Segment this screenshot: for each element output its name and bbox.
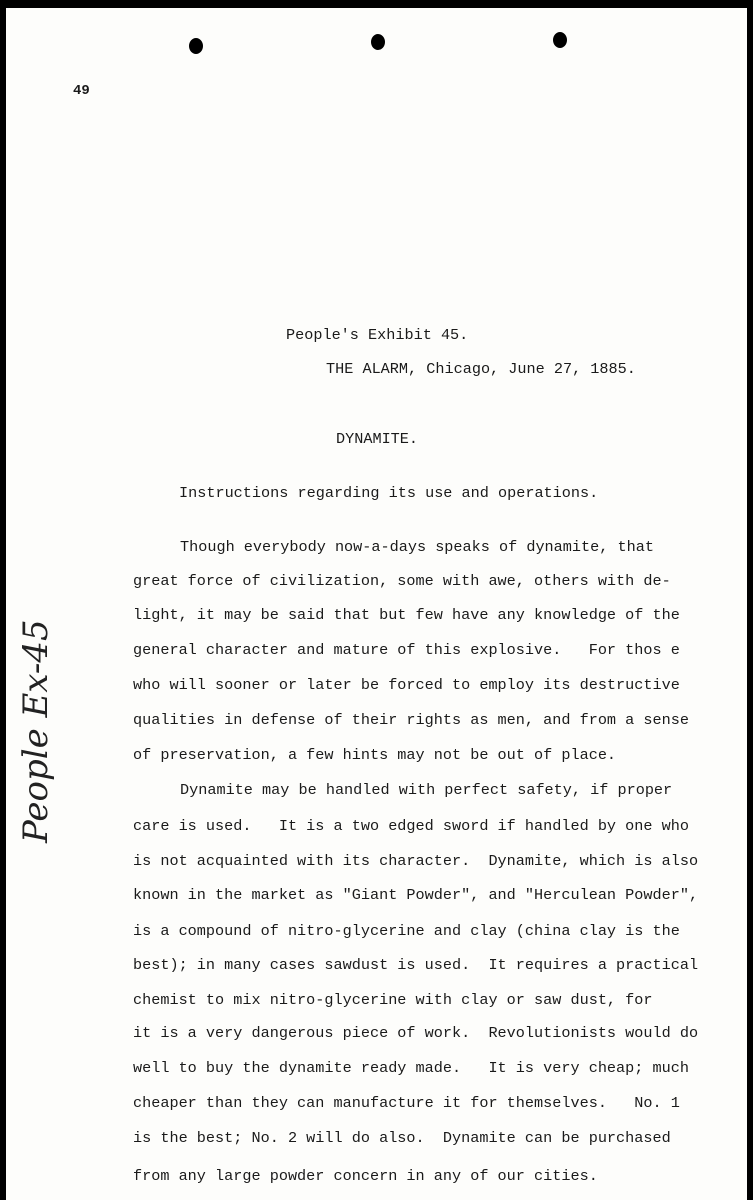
text-line: it is a very dangerous piece of work. Revolutionists would do <box>133 1024 699 1042</box>
punch-hole <box>189 38 203 54</box>
handwritten-annotation: People Ex-45 <box>16 619 56 843</box>
text-line: qualities in defense of their rights as men, and from a sense <box>133 711 689 729</box>
text-line: best); in many cases sawdust is used. It requires a practical <box>133 956 699 974</box>
text-line: Though everybody now-a-days speaks of dynamite, that <box>180 538 654 556</box>
text-line: who will sooner or later be forced to employ its destructive <box>133 676 680 694</box>
page-number: 49 <box>73 83 90 99</box>
punch-hole <box>371 34 385 50</box>
exhibit-label: People's Exhibit 45. <box>286 326 469 344</box>
text-line: is a compound of nitro-glycerine and clay (china clay is the <box>133 922 680 940</box>
text-line: is not acquainted with its character. Dynamite, which is also <box>133 852 699 870</box>
document-title: DYNAMITE. <box>336 430 419 448</box>
text-line: great force of civilization, some with awe, others with de- <box>133 572 671 590</box>
text-line: general character and mature of this explosive. For thos e <box>133 641 680 659</box>
text-line: is the best; No. 2 will do also. Dynamite can be purchased <box>133 1129 671 1147</box>
text-line: care is used. It is a two edged sword if handled by one who <box>133 817 689 835</box>
source-line: THE ALARM, Chicago, June 27, 1885. <box>326 360 636 378</box>
punch-hole <box>553 32 567 48</box>
text-line: Dynamite may be handled with perfect safety, if proper <box>180 781 673 799</box>
text-line: known in the market as "Giant Powder", and "Herculean Powder", <box>133 886 699 904</box>
text-line: cheaper than they can manufacture it for themselves. No. 1 <box>133 1094 680 1112</box>
document-page <box>6 8 747 1200</box>
document-subtitle: Instructions regarding its use and operations. <box>179 484 599 502</box>
text-line: of preservation, a few hints may not be out of place. <box>133 746 617 764</box>
text-line: chemist to mix nitro-glycerine with clay or saw dust, for <box>133 991 653 1009</box>
text-line: well to buy the dynamite ready made. It is very cheap; much <box>133 1059 689 1077</box>
text-line: light, it may be said that but few have any knowledge of the <box>133 606 680 624</box>
text-line: from any large powder concern in any of our cities. <box>133 1167 598 1185</box>
